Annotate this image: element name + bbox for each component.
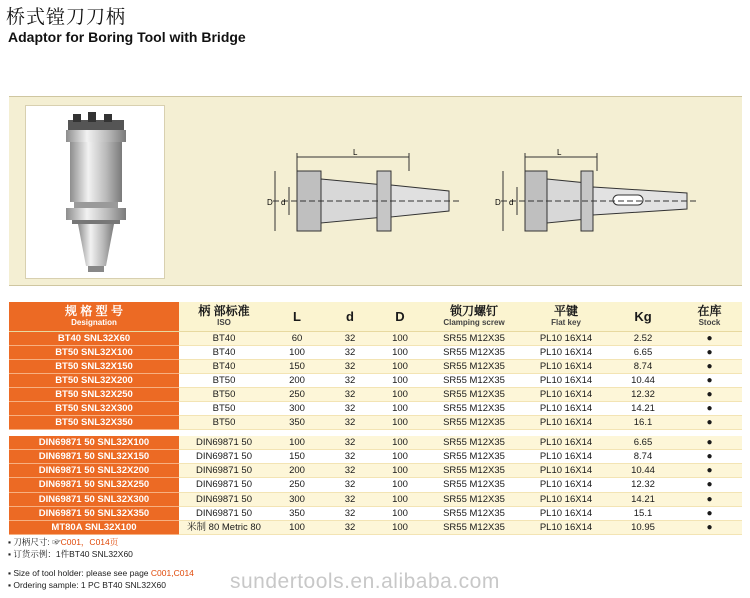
cell-screw: SR55 M12X35: [425, 464, 523, 478]
cell-iso: BT40: [179, 359, 269, 373]
cell-d: 32: [325, 387, 375, 401]
header-flat-key: 平键 Flat key: [523, 302, 609, 331]
cell-screw: SR55 M12X35: [425, 387, 523, 401]
table-row: [9, 492, 742, 506]
table-row: [9, 416, 742, 430]
cell-iso: DIN69871 50: [179, 492, 269, 506]
cell-L: 100: [269, 520, 325, 534]
cell-D: 100: [375, 436, 425, 450]
cell-screw: SR55 M12X35: [425, 373, 523, 387]
cell-key: PL10 16X14: [523, 331, 609, 345]
cell-key: PL10 16X14: [523, 373, 609, 387]
cell-iso: BT50: [179, 373, 269, 387]
cell-key: PL10 16X14: [523, 520, 609, 534]
drawing-din-adaptor: [477, 149, 707, 239]
cell-designation: BT40 SNL32X60: [9, 331, 179, 345]
cell-d: 32: [325, 373, 375, 387]
cell-stock: ●: [677, 436, 742, 450]
note-cn-size-link[interactable]: C001，C014页: [60, 537, 119, 547]
product-figure-panel: [9, 96, 742, 286]
cell-designation: DIN69871 50 SNL32X100: [9, 436, 179, 450]
cell-key: PL10 16X14: [523, 450, 609, 464]
cell-kg: 10.95: [609, 520, 677, 534]
cell-iso: BT50: [179, 416, 269, 430]
note-cn-size: ▪ 刀柄尺寸: ☞C001，C014页: [8, 537, 119, 547]
cell-key: PL10 16X14: [523, 436, 609, 450]
cell-D: 100: [375, 331, 425, 345]
cell-L: 100: [269, 436, 325, 450]
cell-L: 350: [269, 416, 325, 430]
cell-stock: ●: [677, 331, 742, 345]
cell-L: 100: [269, 345, 325, 359]
cell-D: 100: [375, 478, 425, 492]
cell-d: 32: [325, 416, 375, 430]
cell-stock: ●: [677, 401, 742, 415]
cell-D: 100: [375, 359, 425, 373]
note-en-size-link[interactable]: C001,C014: [150, 568, 194, 578]
drawing-label-D2: D: [495, 198, 501, 207]
cell-designation: DIN69871 50 SNL32X200: [9, 464, 179, 478]
drawing-label-d2: d: [509, 198, 514, 207]
cell-kg: 14.21: [609, 401, 677, 415]
cell-iso: BT50: [179, 387, 269, 401]
drawing-bt-adaptor: [249, 149, 469, 239]
header-kg: Kg: [609, 302, 677, 331]
cell-kg: 12.32: [609, 387, 677, 401]
cell-screw: SR55 M12X35: [425, 401, 523, 415]
header-d: d: [325, 302, 375, 331]
drawing-label-L2: L: [557, 149, 562, 157]
cell-screw: SR55 M12X35: [425, 478, 523, 492]
cell-D: 100: [375, 464, 425, 478]
cell-L: 350: [269, 506, 325, 520]
cell-d: 32: [325, 492, 375, 506]
cell-screw: SR55 M12X35: [425, 492, 523, 506]
cell-stock: ●: [677, 506, 742, 520]
cell-iso: DIN69871 50: [179, 506, 269, 520]
cell-stock: ●: [677, 492, 742, 506]
cell-kg: 10.44: [609, 464, 677, 478]
cell-key: PL10 16X14: [523, 478, 609, 492]
cell-d: 32: [325, 450, 375, 464]
table-row: [9, 506, 742, 520]
cell-D: 100: [375, 387, 425, 401]
header-iso: 柄 部标准 ISO: [179, 302, 269, 331]
cell-d: 32: [325, 464, 375, 478]
cell-designation: BT50 SNL32X300: [9, 401, 179, 415]
table-row: [9, 331, 742, 345]
cell-designation: BT50 SNL32X250: [9, 387, 179, 401]
spec-table: [9, 302, 742, 535]
cell-designation: DIN69871 50 SNL32X250: [9, 478, 179, 492]
cell-screw: SR55 M12X35: [425, 506, 523, 520]
page-title-en: Adaptor for Boring Tool with Bridge: [8, 29, 246, 45]
cell-D: 100: [375, 401, 425, 415]
cell-D: 100: [375, 506, 425, 520]
table-row: [9, 436, 742, 450]
cell-D: 100: [375, 492, 425, 506]
cell-d: 32: [325, 520, 375, 534]
cell-iso: BT40: [179, 345, 269, 359]
table-row: [9, 401, 742, 415]
cell-stock: ●: [677, 373, 742, 387]
cell-L: 300: [269, 492, 325, 506]
cell-stock: ●: [677, 359, 742, 373]
cell-kg: 14.21: [609, 492, 677, 506]
spec-table-wrapper: [9, 302, 742, 535]
cell-d: 32: [325, 345, 375, 359]
cell-D: 100: [375, 373, 425, 387]
cell-kg: 10.44: [609, 373, 677, 387]
cell-iso: BT50: [179, 401, 269, 415]
cell-stock: ●: [677, 345, 742, 359]
notes-block: [8, 537, 194, 591]
drawing-label-d1: d: [281, 198, 286, 207]
cell-designation: BT50 SNL32X200: [9, 373, 179, 387]
cell-screw: SR55 M12X35: [425, 520, 523, 534]
cell-designation: MT80A SNL32X100: [9, 520, 179, 534]
header-designation: 规 格 型 号 Designation: [9, 302, 179, 331]
cell-D: 100: [375, 520, 425, 534]
note-en-size: ▪ Size of tool holder: please see page C001,C014: [8, 568, 194, 578]
cell-key: PL10 16X14: [523, 345, 609, 359]
cell-d: 32: [325, 506, 375, 520]
header-clamping-screw: 锁刀螺钉 Clamping screw: [425, 302, 523, 331]
cell-iso: DIN69871 50: [179, 478, 269, 492]
table-row: [9, 520, 742, 534]
note-en-order: ▪ Ordering sample: 1 PC BT40 SNL32X60: [8, 579, 166, 590]
cell-stock: ●: [677, 387, 742, 401]
cell-screw: SR55 M12X35: [425, 416, 523, 430]
cell-L: 150: [269, 359, 325, 373]
header-L: L: [269, 302, 325, 331]
cell-L: 150: [269, 450, 325, 464]
drawing-label-D1: D: [267, 198, 273, 207]
cell-L: 60: [269, 331, 325, 345]
header-D: D: [375, 302, 425, 331]
cell-L: 200: [269, 464, 325, 478]
cell-designation: BT50 SNL32X100: [9, 345, 179, 359]
cell-screw: SR55 M12X35: [425, 331, 523, 345]
cell-key: PL10 16X14: [523, 359, 609, 373]
cell-screw: SR55 M12X35: [425, 345, 523, 359]
table-row: [9, 373, 742, 387]
cell-D: 100: [375, 416, 425, 430]
cell-designation: BT50 SNL32X350: [9, 416, 179, 430]
cell-kg: 12.32: [609, 478, 677, 492]
cell-stock: ●: [677, 520, 742, 534]
product-photo: [25, 105, 165, 279]
cell-stock: ●: [677, 464, 742, 478]
cell-stock: ●: [677, 478, 742, 492]
cell-kg: 15.1: [609, 506, 677, 520]
table-row: [9, 464, 742, 478]
cell-key: PL10 16X14: [523, 492, 609, 506]
cell-designation: DIN69871 50 SNL32X300: [9, 492, 179, 506]
cell-screw: SR55 M12X35: [425, 436, 523, 450]
cell-iso: DIN69871 50: [179, 436, 269, 450]
cell-kg: 6.65: [609, 345, 677, 359]
cell-iso: 米制 80 Metric 80: [179, 520, 269, 534]
cell-designation: BT50 SNL32X150: [9, 359, 179, 373]
cell-designation: DIN69871 50 SNL32X350: [9, 506, 179, 520]
cell-kg: 8.74: [609, 359, 677, 373]
note-cn-order: ▪ 订货示例：1件BT40 SNL32X60: [8, 548, 133, 559]
cell-stock: ●: [677, 416, 742, 430]
table-row: [9, 450, 742, 464]
cell-d: 32: [325, 401, 375, 415]
cell-kg: 2.52: [609, 331, 677, 345]
cell-screw: SR55 M12X35: [425, 450, 523, 464]
cell-d: 32: [325, 359, 375, 373]
cell-stock: ●: [677, 450, 742, 464]
cell-d: 32: [325, 331, 375, 345]
table-row: [9, 345, 742, 359]
cell-d: 32: [325, 436, 375, 450]
cell-iso: BT40: [179, 331, 269, 345]
cell-L: 200: [269, 373, 325, 387]
cell-L: 300: [269, 401, 325, 415]
cell-kg: 8.74: [609, 450, 677, 464]
cell-L: 250: [269, 387, 325, 401]
cell-iso: DIN69871 50: [179, 450, 269, 464]
cell-key: PL10 16X14: [523, 416, 609, 430]
cell-key: PL10 16X14: [523, 387, 609, 401]
drawing-label-L1: L: [353, 149, 358, 157]
cell-L: 250: [269, 478, 325, 492]
cell-kg: 6.65: [609, 436, 677, 450]
cell-key: PL10 16X14: [523, 506, 609, 520]
cell-screw: SR55 M12X35: [425, 359, 523, 373]
cell-d: 32: [325, 478, 375, 492]
table-row: [9, 387, 742, 401]
cell-D: 100: [375, 345, 425, 359]
cell-designation: DIN69871 50 SNL32X150: [9, 450, 179, 464]
cell-key: PL10 16X14: [523, 401, 609, 415]
cell-iso: DIN69871 50: [179, 464, 269, 478]
page-title-cn: 桥式镗刀刀柄: [6, 7, 127, 28]
cell-kg: 16.1: [609, 416, 677, 430]
boring-adaptor-photo: [26, 106, 164, 278]
table-header-row: [9, 302, 742, 331]
watermark: sundertools.en.alibaba.com: [230, 570, 500, 593]
table-row: [9, 359, 742, 373]
table-row: [9, 478, 742, 492]
cell-D: 100: [375, 450, 425, 464]
header-stock: 在库 Stock: [677, 302, 742, 331]
cell-key: PL10 16X14: [523, 464, 609, 478]
